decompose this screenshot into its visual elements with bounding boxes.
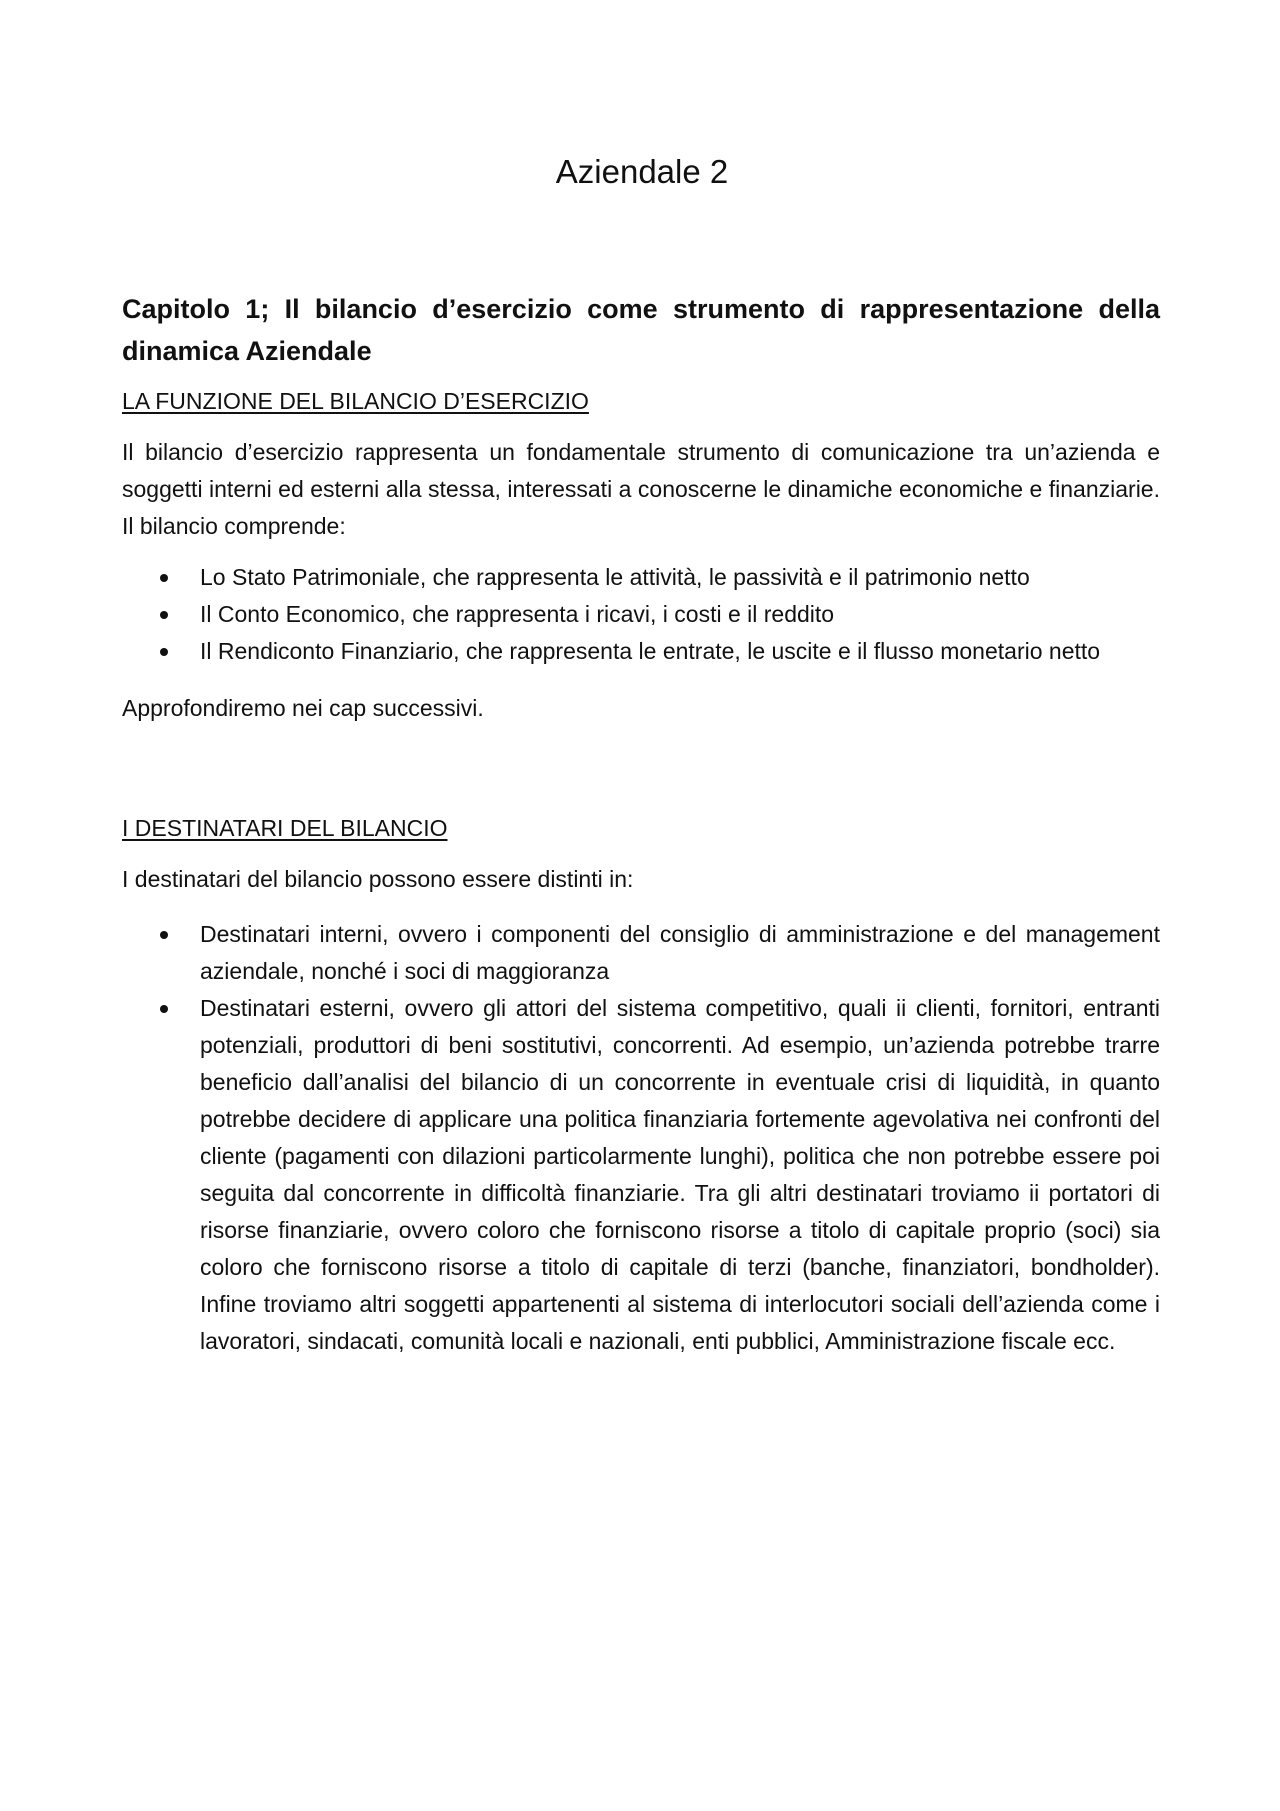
list-item	[122, 916, 1160, 990]
list-item-text: Il Rendiconto Finanziario, che rappresenta le entrate, le uscite e il flusso monetario netto	[200, 638, 1101, 664]
section1-intro-paragraph: Il bilancio d’esercizio rappresenta un fondamentale strumento di comunicazione tra un’azienda e soggetti interni ed esterni alla stessa, interessati a conoscerne le dinamiche economiche e finanziarie. Il bilancio comprende:	[122, 439, 1160, 539]
chapter-heading: Capitolo 1; Il bilancio d’esercizio come strumento di rappresentazione della dinamica Aziendale	[122, 294, 1160, 366]
bullet-icon	[160, 1005, 168, 1013]
list-item	[122, 559, 1160, 596]
list-item-text: Destinatari interni, ovvero i componenti del consiglio di amministrazione e del management aziendale, nonché i soci di maggioranza	[200, 921, 1160, 984]
section-heading-destinatari: I DESTINATARI DEL BILANCIO	[122, 815, 448, 841]
section1-closing-paragraph: Approfondiremo nei cap successivi.	[122, 695, 484, 721]
section1-bullet-list	[122, 559, 1160, 670]
list-item	[122, 990, 1160, 1360]
document-body	[122, 288, 1160, 1380]
section2-bullet-list	[122, 916, 1160, 1360]
list-item-text: Il Conto Economico, che rappresenta i ricavi, i costi e il reddito	[200, 601, 835, 627]
bullet-icon	[160, 574, 168, 582]
list-item-text: Lo Stato Patrimoniale, che rappresenta le attività, le passività e il patrimonio netto	[200, 564, 1030, 590]
list-item	[122, 633, 1160, 670]
bullet-icon	[160, 931, 168, 939]
section2-intro-paragraph: I destinatari del bilancio possono essere distinti in:	[122, 866, 634, 892]
list-item	[122, 596, 1160, 633]
document-title: Aziendale 2	[555, 153, 729, 190]
section-heading-funzione: LA FUNZIONE DEL BILANCIO D’ESERCIZIO	[122, 388, 589, 414]
bullet-icon	[160, 611, 168, 619]
section-spacer	[122, 741, 1160, 811]
list-item-text: Destinatari esterni, ovvero gli attori del sistema competitivo, quali ii clienti, fornitori, entranti potenziali, produttori di beni sostitutivi, concorrenti. Ad esempio, un’azienda potrebbe trarre beneficio dall’analisi del bilancio di un concorrente in eventuale crisi di liquidità, in quanto potrebbe decidere di applicare una politica finanziaria fortemente agevolativa nei confronti del cliente (pagamenti con dilazioni particolarmente lunghi), politica che non potrebbe essere poi seguita dal concorrente in difficoltà finanziarie. Tra gli altri destinatari troviamo ii portatori di risorse finanziarie, ovvero coloro che forniscono risorse a titolo di capitale proprio (soci) sia coloro che forniscono risorse a titolo di capitale di terzi (banche, finanziatori, bondholder). Infine troviamo altri soggetti appartenenti al sistema di interlocutori sociali dell’azienda come i lavoratori, sindacati, comunità locali e nazionali, enti pubblici, Amministrazione fiscale ecc.	[200, 995, 1160, 1354]
bullet-icon	[160, 648, 168, 656]
